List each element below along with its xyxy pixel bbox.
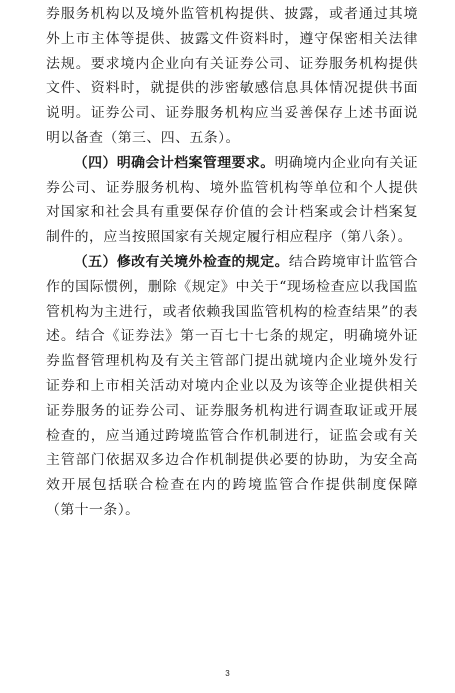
paragraph-overseas-inspection [46,250,418,523]
paragraph-continuation [46,2,418,151]
paragraph-text: 券服务机构以及境外监管机构提供、披露，或者通过其境外上市主体等提供、披露文件资料时，遵守保密相关法律法规。要求境内企业向有关证券公司、证券服务机构提供文件、资料时，就提供的涉密敏感信息具体情况提供书面说明。证券公司、证券服务机构应当妥善保存上述书面说明以备查（第三、四、五条）。 [46,6,418,146]
paragraph-text: 结合跨境审计监管合作的国际惯例，删除《规定》中关于“现场检查应以我国监管机构为主进行，或者依赖我国监管机构的检查结果”的表述。结合《证券法》第一百七十七条的规定，明确境外证券监督管理机构及有关主管部门提出就境内企业境外发行证券和上市相关活动对境内企业以及为该等企业提供相关证券服务的证券公司、证券服务机构进行调查取证或开展检查的，应当通过跨境监管合作机制进行，证监会或有关主管部门依据双多边合作机制提供必要的协助，为安全高效开展包括联合检查在内的跨境监管合作提供制度保障（第十一条）。 [46,253,418,518]
page-number: 3 [225,669,230,678]
paragraph-heading: （四）明确会计档案管理要求。 [73,154,275,171]
document-body [46,2,418,523]
paragraph-accounting-archives [46,151,418,250]
paragraph-text: 明确境内企业向有关证券公司、证券服务机构、境外监管机构等单位和个人提供对国家和社会具有重要保存价值的会计档案或会计档案复制件的，应当按照国家有关规定履行相应程序（第八条）。 [46,154,418,246]
paragraph-heading: （五）修改有关境外检查的规定。 [73,253,289,270]
